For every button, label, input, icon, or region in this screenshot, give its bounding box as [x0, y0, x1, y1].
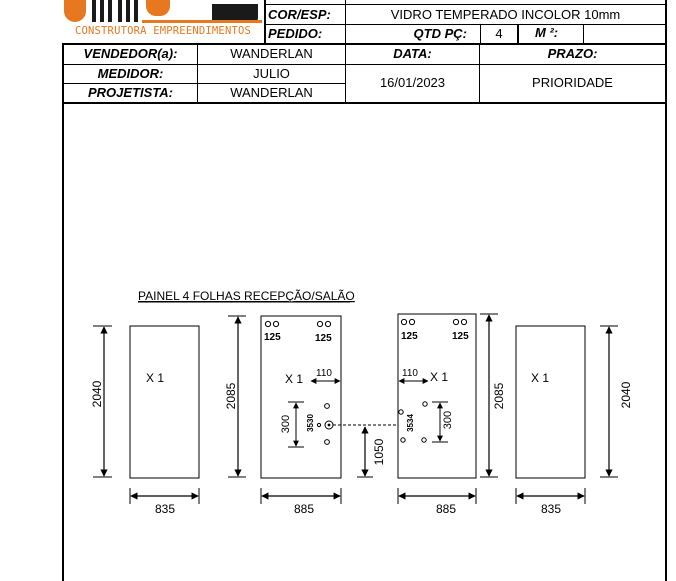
- panel-4: [516, 326, 633, 516]
- qtd-label: QTD PÇ:: [413, 26, 467, 41]
- panel-3-hole-right: 125: [452, 331, 469, 342]
- panel-3-offset: 110: [402, 368, 418, 379]
- prazo-value: PRIORIDADE: [532, 75, 613, 90]
- panel-2-width: 885: [293, 502, 315, 516]
- projetista-value: WANDERLAN: [230, 85, 313, 100]
- data-label: DATA:: [393, 46, 432, 61]
- medidor-label: MEDIDOR:: [97, 66, 164, 81]
- drawing-title: PAINEL 4 FOLHAS RECEPÇÃO/SALÃO: [138, 289, 355, 303]
- projetista-label: PROJETISTA:: [88, 85, 173, 100]
- panel-3-width: 885: [435, 502, 457, 516]
- panel-4-qty: X 1: [531, 371, 550, 385]
- prazo-label: PRAZO:: [547, 46, 598, 61]
- vendedor-label: VENDEDOR(a):: [83, 46, 178, 61]
- panel-2-hole-right: 125: [315, 333, 332, 344]
- panel-2-hole-left: 125: [264, 332, 281, 343]
- data-value: 16/01/2023: [379, 75, 446, 90]
- panel-4-width: 835: [540, 502, 562, 516]
- panel-3: [398, 314, 506, 516]
- floor-height-dimension: [333, 425, 398, 477]
- panel-1-width: 835: [154, 502, 176, 516]
- panel-2-qty: X 1: [285, 372, 304, 386]
- logo-text: CONSTRUTORA EMPREENDIMENTOS: [74, 25, 252, 37]
- m2-label: M ²:: [535, 25, 559, 40]
- qtd-value: 4: [495, 26, 503, 41]
- panel-2-height: 2085: [224, 382, 238, 410]
- panel-3-hole-left: 125: [401, 331, 418, 342]
- panel-4-height: 2040: [619, 381, 633, 409]
- panel-1-qty: X 1: [146, 371, 165, 385]
- panel-2: [224, 316, 341, 516]
- floor-height: 1050: [372, 438, 386, 466]
- panel-1: [90, 326, 199, 516]
- panel-3-height: 2085: [492, 382, 506, 410]
- cor-esp-label: COR/ESP:: [268, 7, 331, 22]
- panel-3-qty: X 1: [430, 370, 449, 384]
- cor-esp-value: VIDRO TEMPERADO INCOLOR 10mm: [390, 7, 621, 22]
- panel-1-height: 2040: [90, 380, 104, 408]
- panel-2-lock-detail: 3530: [306, 414, 315, 432]
- medidor-value: JULIO: [253, 66, 290, 81]
- panel-2-offset: 110: [316, 368, 332, 379]
- pedido-label: PEDIDO:: [268, 26, 323, 41]
- vendedor-value: WANDERLAN: [230, 46, 313, 61]
- panel-2-lock-height: 300: [280, 414, 292, 434]
- panel-3-lock-height: 300: [442, 410, 454, 430]
- panel-3-lock-detail: 3534: [406, 414, 415, 432]
